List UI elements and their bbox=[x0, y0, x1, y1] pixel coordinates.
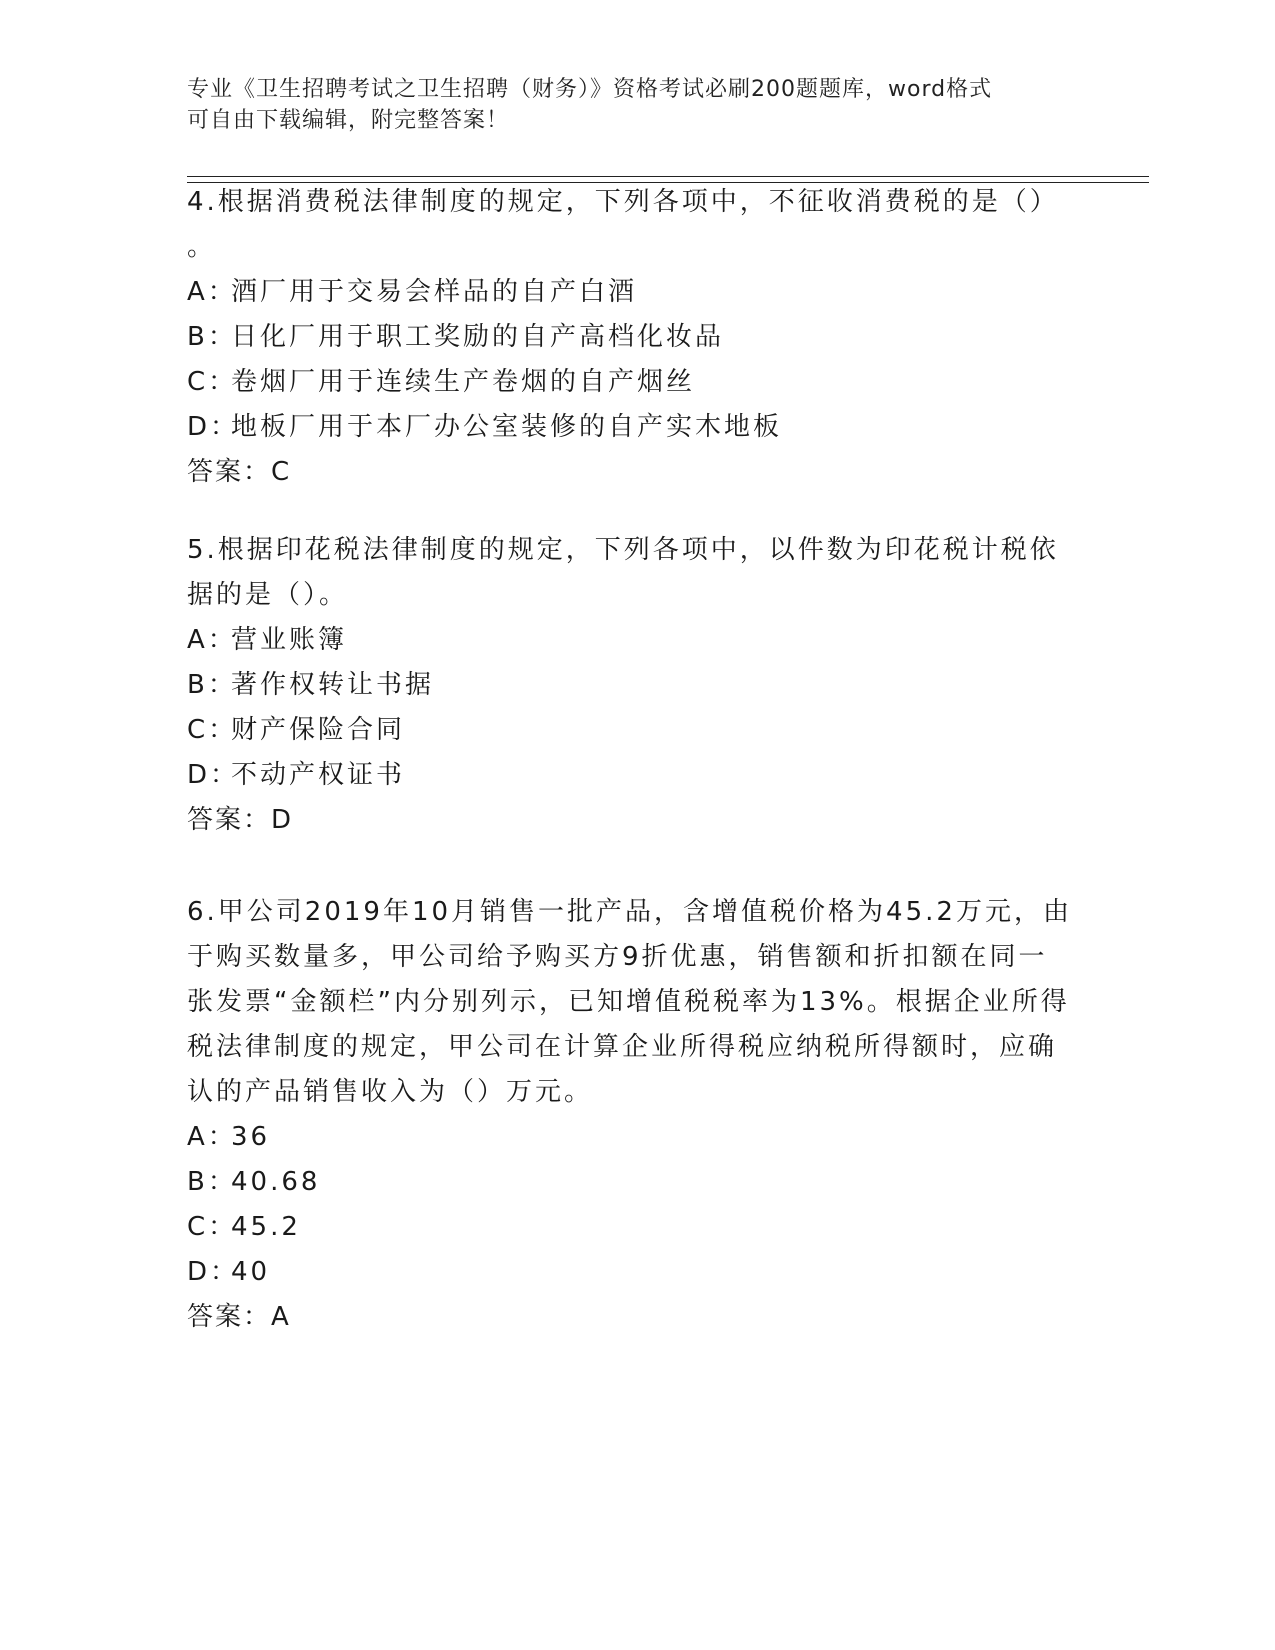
option-key: A： bbox=[187, 625, 237, 655]
option-c bbox=[187, 360, 1087, 405]
option-key: B： bbox=[187, 1167, 237, 1197]
answer-label: 答案： bbox=[187, 457, 272, 487]
stem-line: 认的产品销售收入为（）万元。 bbox=[187, 1077, 594, 1107]
option-key: B： bbox=[187, 322, 237, 352]
answer-label: 答案： bbox=[187, 1302, 272, 1332]
option-key: C： bbox=[187, 367, 238, 397]
answer bbox=[187, 450, 1087, 495]
answer-label: 答案： bbox=[187, 805, 272, 835]
option-text: 卷烟厂用于连续生产卷烟的自产烟丝 bbox=[231, 367, 696, 397]
stem-line: 据的是（）。 bbox=[187, 580, 349, 610]
option-text: 40 bbox=[231, 1257, 271, 1287]
option-key: D： bbox=[187, 760, 240, 790]
option-key: B： bbox=[187, 670, 237, 700]
option-a bbox=[187, 270, 1087, 315]
option-key: C： bbox=[187, 1212, 238, 1242]
question-stem bbox=[187, 890, 1087, 1115]
answer-value: D bbox=[271, 805, 295, 835]
option-b bbox=[187, 315, 1087, 360]
option-c bbox=[187, 1205, 1087, 1250]
option-key: D： bbox=[187, 412, 240, 442]
option-text: 地板厂用于本厂办公室装修的自产实木地板 bbox=[231, 412, 783, 442]
option-b bbox=[187, 663, 1087, 708]
header-divider-top bbox=[187, 176, 1149, 177]
option-text: 40.68 bbox=[231, 1167, 321, 1197]
option-text: 酒厂用于交易会样品的自产白酒 bbox=[231, 277, 638, 307]
option-key: A： bbox=[187, 277, 237, 307]
option-b bbox=[187, 1160, 1087, 1205]
header-line-1: 专业《卫生招聘考试之卫生招聘（财务）》资格考试必刷200题题库，word格式 bbox=[187, 77, 993, 102]
question-4 bbox=[187, 180, 1087, 495]
option-d bbox=[187, 405, 1087, 450]
answer bbox=[187, 798, 1087, 843]
question-6 bbox=[187, 890, 1087, 1340]
option-text: 不动产权证书 bbox=[231, 760, 406, 790]
stem-line: 4.根据消费税法律制度的规定，下列各项中，不征收消费税的是（） bbox=[187, 187, 1059, 217]
stem-line: 张发票“金额栏”内分别列示，已知增值税税率为13%。根据企业所得 bbox=[187, 987, 1070, 1017]
option-key: D： bbox=[187, 1257, 240, 1287]
option-text: 著作权转让书据 bbox=[231, 670, 435, 700]
answer-value: C bbox=[271, 457, 293, 487]
header-line-2: 可自由下载编辑，附完整答案！ bbox=[187, 108, 510, 133]
question-5 bbox=[187, 528, 1087, 843]
option-text: 日化厂用于职工奖励的自产高档化妆品 bbox=[231, 322, 725, 352]
option-text: 财产保险合同 bbox=[231, 715, 406, 745]
stem-line: 6.甲公司2019年10月销售一批产品，含增值税价格为45.2万元，由 bbox=[187, 897, 1072, 927]
option-text: 营业账簿 bbox=[231, 625, 348, 655]
question-stem bbox=[187, 180, 1087, 270]
answer bbox=[187, 1295, 1087, 1340]
question-stem bbox=[187, 528, 1087, 618]
stem-line: 税法律制度的规定，甲公司在计算企业所得税应纳税所得额时，应确 bbox=[187, 1032, 1058, 1062]
option-text: 36 bbox=[231, 1122, 271, 1152]
stem-line: 于购买数量多，甲公司给予购买方9折优惠，销售额和折扣额在同一 bbox=[187, 942, 1048, 972]
option-d bbox=[187, 1250, 1087, 1295]
option-c bbox=[187, 708, 1087, 753]
option-key: A： bbox=[187, 1122, 237, 1152]
option-a bbox=[187, 618, 1087, 663]
option-key: C： bbox=[187, 715, 238, 745]
document-header bbox=[187, 74, 1067, 136]
answer-value: A bbox=[271, 1302, 292, 1332]
stem-line: 5.根据印花税法律制度的规定，下列各项中，以件数为印花税计税依 bbox=[187, 535, 1059, 565]
option-text: 45.2 bbox=[231, 1212, 301, 1242]
stem-line: 。 bbox=[187, 232, 217, 262]
option-d bbox=[187, 753, 1087, 798]
option-a bbox=[187, 1115, 1087, 1160]
